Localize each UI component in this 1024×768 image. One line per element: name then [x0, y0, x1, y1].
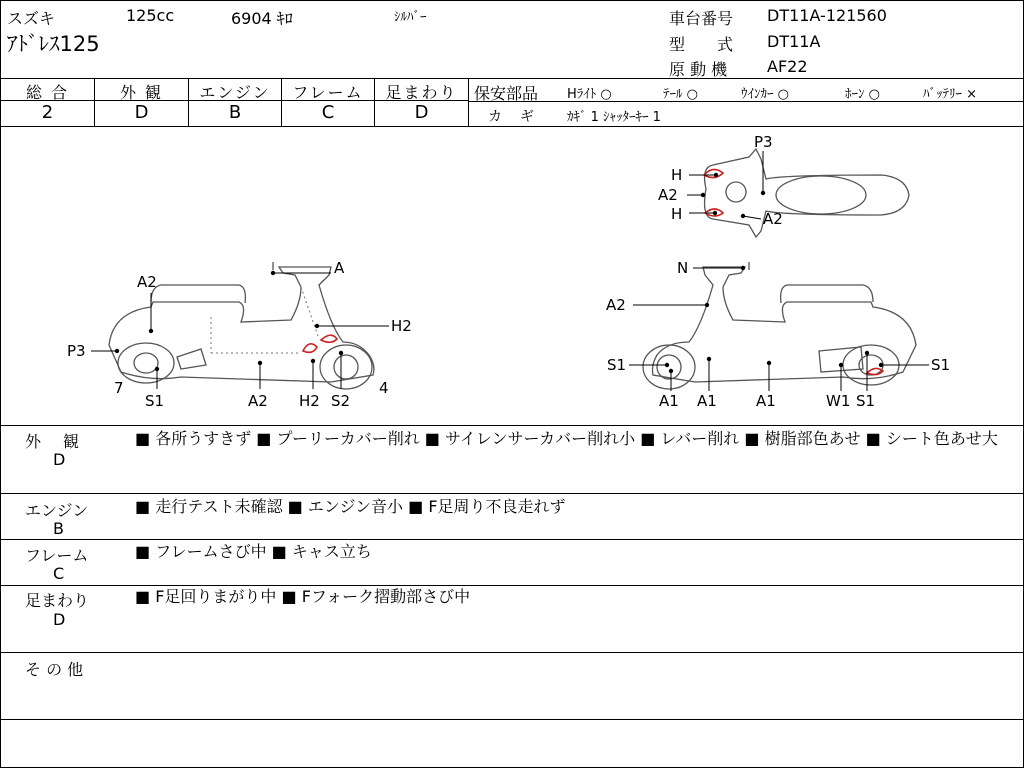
frame-notes-grade: C [53, 564, 65, 583]
panel-lines [211, 287, 319, 353]
frame-no-label: 車台番号 [669, 9, 734, 28]
damage-label: 7 [114, 379, 124, 397]
damage-label: P3 [754, 133, 773, 151]
divider [1, 493, 1023, 494]
suspension-grade-label: 足まわり [385, 83, 458, 102]
damage-mark [704, 169, 723, 216]
frame-grade: C [321, 102, 335, 123]
damage-label: A2 [137, 273, 157, 291]
damage-label: H2 [299, 392, 320, 410]
damage-label: P3 [67, 342, 86, 360]
damage-label: S1 [145, 392, 165, 410]
other-notes-label: そ の 他 [25, 660, 84, 679]
color: ｼﾙﾊﾞｰ [394, 10, 427, 25]
damage-label: 4 [379, 379, 389, 397]
damage-label: A2 [658, 186, 678, 204]
left-view-labels [67, 259, 412, 410]
damage-label: S1 [931, 356, 951, 374]
scooter-right-view [643, 262, 916, 389]
damage-diagram [1, 127, 1023, 425]
maker: スズキ [7, 9, 56, 28]
damage-label: A1 [659, 392, 679, 410]
damage-label: A2 [763, 210, 783, 228]
divider [1, 719, 1023, 720]
suspension-notes: ■ F足回りまがり中 ■ Fフォーク摺動部さび中 [135, 587, 471, 606]
frame-notes-label: フレーム [25, 546, 89, 565]
engine-grade: B [228, 102, 242, 123]
displacement: 125cc [126, 6, 175, 25]
engine-value: AF22 [767, 57, 808, 76]
engine-notes-label: エンジン [25, 501, 89, 520]
damage-mark [303, 335, 337, 352]
overall-label: 総 合 [25, 83, 70, 102]
key-label: カ ギ [488, 109, 536, 125]
marker-dots [115, 173, 883, 373]
safety-item: ﾎｰﾝ ○ [845, 87, 880, 102]
exterior-notes-grade: D [53, 450, 66, 469]
divider [1, 652, 1023, 653]
engine-notes: ■ 走行テスト未確認 ■ エンジン音小 ■ F足周り不良走れず [135, 497, 566, 516]
damage-label: H2 [391, 317, 412, 335]
mileage: 6904 ｷﾛ [231, 9, 293, 28]
divider [1, 78, 1023, 79]
damage-label: S2 [331, 392, 351, 410]
type-label: 型 式 [669, 35, 734, 54]
damage-label: H [671, 166, 683, 184]
frame-grade-label: フレーム [292, 83, 364, 102]
frame-notes: ■ フレームさび中 ■ キャス立ち [135, 542, 372, 561]
divider [1, 425, 1023, 426]
safety-item: ﾃｰﾙ ○ [663, 87, 698, 102]
safety-item: Hﾗｲﾄ ○ [567, 87, 612, 102]
damage-label: A1 [697, 392, 717, 410]
scooter-top-view [705, 149, 909, 237]
engine-grade-label: エンジン [199, 83, 271, 102]
exterior-notes: ■ 各所うすきず ■ プーリーカバー削れ ■ サイレンサーカバー削れ小 ■ レバー削れ ■ 樹脂部色あせ ■ シート色あせ大 [135, 429, 998, 448]
suspension-notes-grade: D [53, 610, 66, 629]
damage-label: W1 [826, 392, 851, 410]
damage-label: A [334, 259, 345, 277]
damage-label: S1 [607, 356, 627, 374]
engine-label: 原 動 機 [669, 60, 728, 79]
divider [1, 539, 1023, 540]
damage-label: S1 [856, 392, 876, 410]
damage-label: A2 [248, 392, 268, 410]
safety-label: 保安部品 [474, 84, 539, 103]
suspension-grade: D [414, 102, 429, 123]
model-name: ｱﾄﾞﾚｽ125 [7, 32, 100, 56]
damage-label: A1 [756, 392, 776, 410]
key-value: ｶｷﾞ 1 ｼｬｯﾀｰｷｰ 1 [567, 110, 661, 125]
safety-item: ﾊﾞｯﾃﾘｰ × [923, 87, 978, 102]
damage-label: A2 [606, 296, 626, 314]
divider [468, 78, 469, 126]
engine-notes-grade: B [53, 519, 64, 538]
overall-grade: 2 [41, 102, 54, 123]
leader-lines [91, 151, 929, 391]
damage-label: H [671, 205, 683, 223]
frame-no: DT11A-121560 [767, 6, 887, 25]
exterior-label: 外 観 [119, 83, 164, 102]
type-value: DT11A [767, 32, 821, 51]
damage-label: N [677, 259, 689, 277]
exterior-grade: D [134, 102, 149, 123]
exterior-notes-label: 外 観 [25, 432, 83, 451]
safety-item: ｳｲﾝｶｰ ○ [741, 87, 789, 102]
suspension-notes-label: 足まわり [25, 591, 90, 610]
